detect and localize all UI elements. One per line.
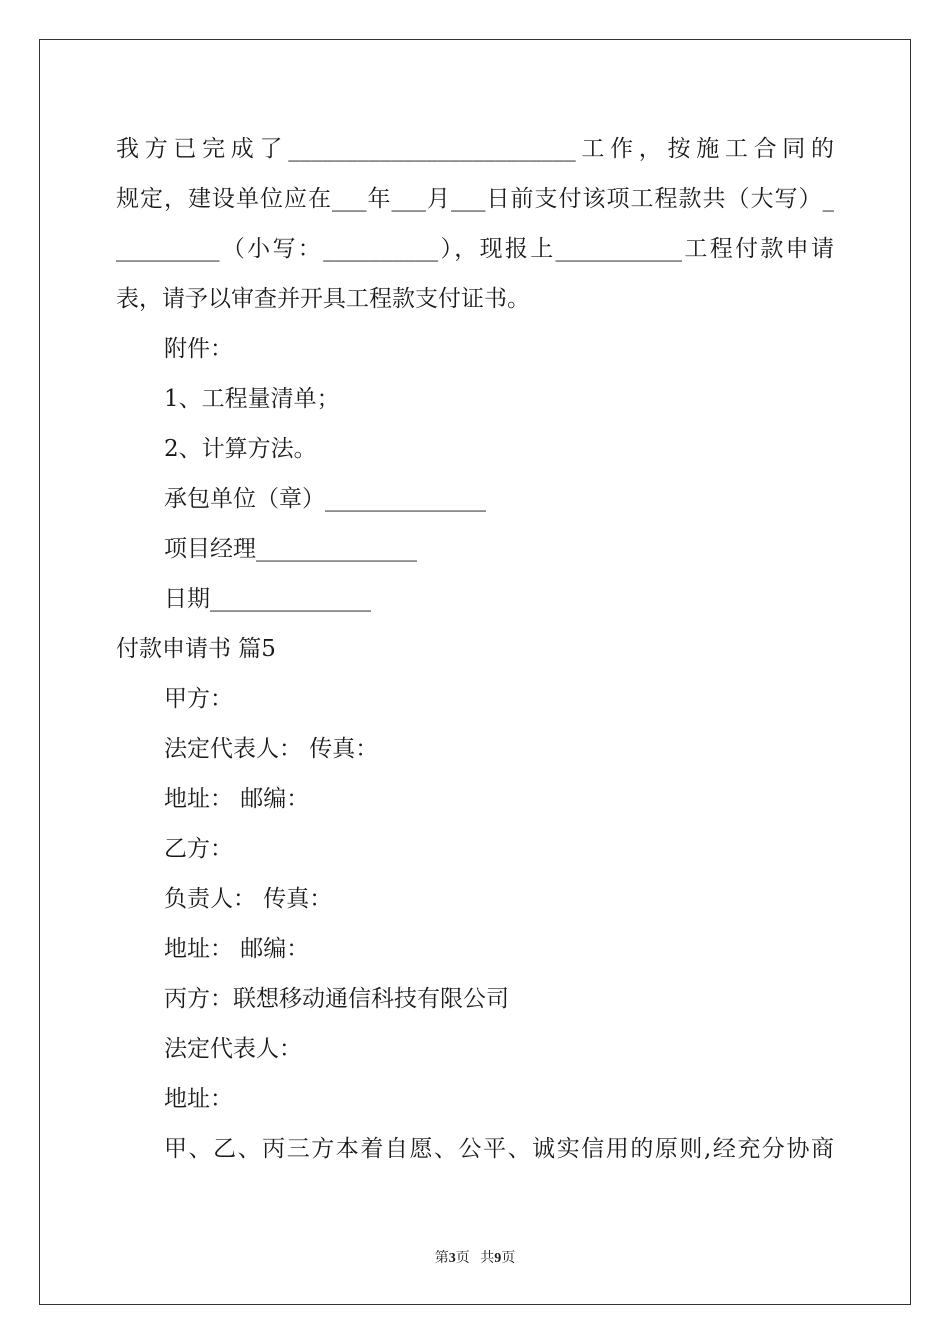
contractor-seal-field: 承包单位（章）______________ <box>164 486 486 512</box>
section-title: 付款申请书 篇5 <box>116 636 276 662</box>
page-footer <box>0 1250 950 1268</box>
total-pages-number: 9 <box>494 1251 502 1266</box>
footer-prefix: 第 <box>434 1251 449 1266</box>
current-page-number: 3 <box>448 1251 456 1266</box>
party-c-label: 丙方：联想移动通信科技有限公司 <box>164 986 509 1012</box>
agreement-paragraph: 甲、乙、丙三方本着自愿、公平、诚实信用的原则,经充分协商 <box>164 1136 834 1162</box>
paragraph-line: 规定，建设单位应在___年___月___日前支付该项工程款共（大写）_ <box>116 186 834 212</box>
project-manager-field: 项目经理______________ <box>164 536 417 562</box>
attachment-label: 附件： <box>164 336 233 362</box>
party-b-address-zip: 地址： 邮编： <box>164 936 310 962</box>
attachment-item: 2、计算方法。 <box>164 436 317 462</box>
paragraph-line: _________（小写：__________），现报上___________工程付款申请 <box>116 236 834 262</box>
date-field: 日期______________ <box>164 586 371 612</box>
footer-total-prefix: 共 <box>480 1251 495 1266</box>
paragraph-line: 我方已完成了_________________________工作，按施工合同的 <box>116 136 834 162</box>
party-b-person-fax: 负责人： 传真： <box>164 886 333 912</box>
footer-total-suffix: 页 <box>501 1251 516 1266</box>
party-c-rep: 法定代表人： <box>164 1036 302 1062</box>
paragraph-line: 表，请予以审查并开具工程款支付证书。 <box>116 286 530 312</box>
party-a-label: 甲方： <box>164 686 233 712</box>
page-border <box>39 39 911 1305</box>
attachment-item: 1、工程量清单； <box>164 386 340 412</box>
party-a-rep-fax: 法定代表人： 传真： <box>164 736 379 762</box>
party-a-address-zip: 地址： 邮编： <box>164 786 310 812</box>
party-c-address: 地址： <box>164 1086 233 1112</box>
footer-page-suffix: 页 <box>455 1251 470 1266</box>
party-b-label: 乙方： <box>164 836 233 862</box>
